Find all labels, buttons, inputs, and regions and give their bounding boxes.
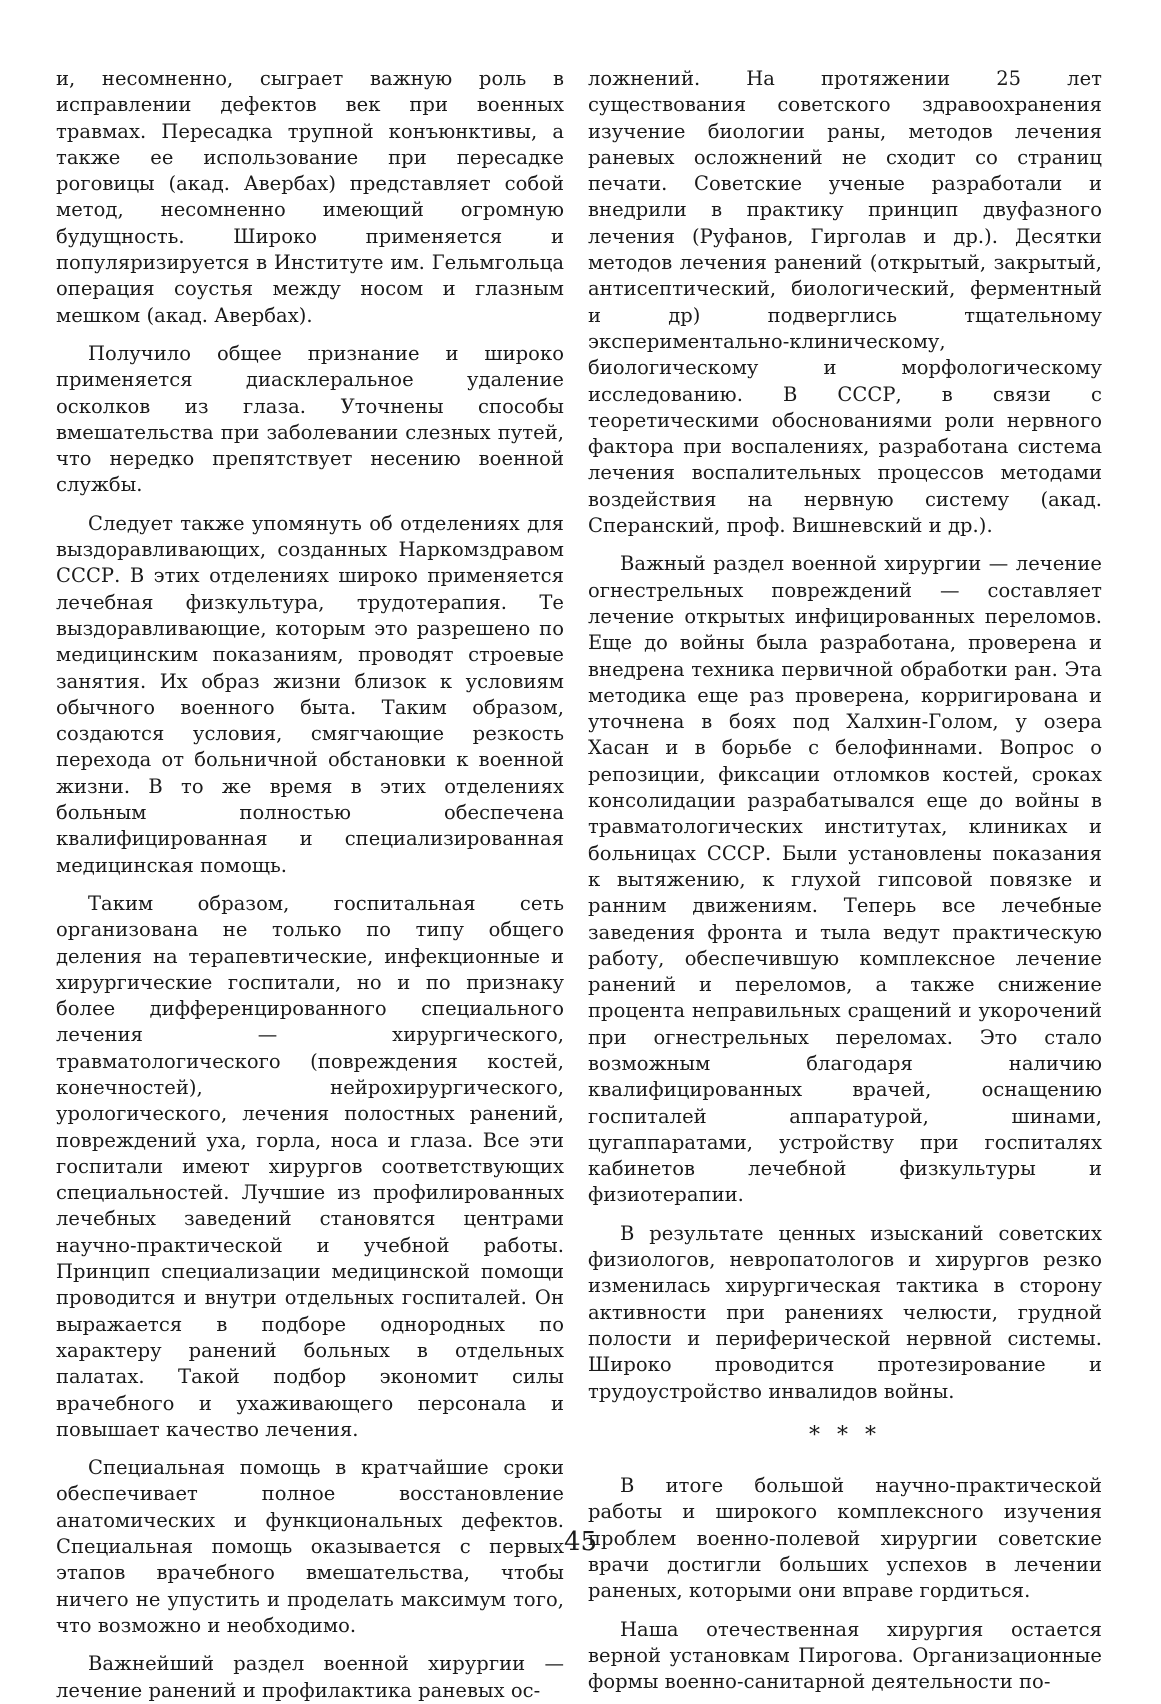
paragraph: Важный раздел военной хирургии — лечение огнестрельных повреждений — составляет лечение открытых инфицированных переломов. Еще до войны была разработана, проверена и внедрена техника первичной обработки ран. Эта методика еще раз проверена, корригирована и уточнена в боях под Халхин-Голом, у озера Хасан и в борьбе с белофиннами. Вопрос о репозиции, фиксации отломков костей, сроках консолидации разрабатывался еще до войны в травматологических институтах, клиниках и больницах СССР. Были установлены показания к вытяжению, к глухой гипсовой повязке и ранним движениям. Теперь все лечебные заведения фронта и тыла ведут практическую работу, обеспечившую комплексное лечение ранений и переломов, а также снижение процента неправильных сращений и укорочений при огнестрельных переломах. Это стало возможным благодаря наличию квалифицированных врачей, оснащению госпиталей аппаратурой, шинами, цугаппаратами, устройству при госпиталях кабинетов лечебной физкультуры и физиотерапии.: [588, 552, 1102, 1207]
paragraph: Таким образом, госпитальная сеть организована не только по типу общего деления на терапевтические, инфекционные и хирургические госпитали, но и по признаку более дифференцированного специального лечения — хирургического, травматологического (повреждения костей, конечностей), нейрохирургического, урологического, лечения полостных ранений, повреждений уха, горла, носа и глаза. Все эти госпитали имеют хирургов соответствующих специальностей. Лучшие из профилированных лечебных заведений становятся центрами научно-практической и учебной работы. Принцип специализации медицинской помощи проводится и внутри отдельных госпиталей. Он выражается в подборе однородных по характеру ранений больных в отдельных палатах. Такой подбор экономит силы врачебного и ухаживающего персонала и повышает качество лечения.: [56, 891, 564, 1441]
paragraph: Специальная помощь в кратчайшие сроки обеспечивает полное восстановление анатомических и функциональных дефектов. Специальная помощь оказывается с первых этапов врачебного вмешательства, чтобы ничего не упустить и проделать максимум того, что возможно и необходимо.: [56, 1456, 564, 1637]
paragraph: Получило общее признание и широко применяется диасклеральное удаление осколков из глаза. Уточнены способы вмешательства при заболевании слезных путей, что нередко препятствует несению военной службы.: [56, 341, 564, 497]
paragraph: В результате ценных изысканий советских физиологов, невропатологов и хирургов резко изменилась хирургическая тактика в сторону активности при ранениях челюсти, грудной полости и периферической нервной системы. Широко проводится протезирование и трудоустройство инвалидов войны.: [588, 1221, 1102, 1403]
paragraph: Наша отечественная хирургия остается верной установкам Пирогова. Организационные формы военно-санитарной деятельности по-: [588, 1617, 1102, 1694]
left-column: [56, 66, 564, 1704]
section-separator: * * *: [809, 1422, 881, 1448]
paragraph: Следует также упомянуть об отделениях для выздоравливающих, созданных Наркомздравом СССР. В этих отделениях широко применяется лечебная физкультура, трудотерапия. Те выздоравливающие, которым это разрешено по медицинским показаниям, проводят строевые занятия. Их образ жизни близок к условиям обычного военного быта. Таким образом, создаются условия, смягчающие резкость перехода от больничной обстановки к военной жизни. В то же время в этих отделениях больным полностью обеспечена квалифицированная и специализированная медицинская помощь.: [56, 511, 564, 877]
paragraph: В итоге большой научно-практической работы и широкого комплексного изучения проблем военно-полевой хирургии советские врачи достигли больших успехов в лечении раненых, которыми они вправе гордиться.: [588, 1474, 1102, 1603]
right-column: [588, 66, 1102, 1696]
paragraph: ложнений. На протяжении 25 лет существования советского здравоохранения изучение биологии раны, методов лечения раневых осложнений не сходит со страниц печати. Советские ученые разработали и внедрили в практику принцип двуфазного лечения (Руфанов, Гирголав и др.). Десятки методов лечения ранений (открытый, закрытый, антисептический, биологический, ферментный и др) подверглись тщательному экспериментально-клиническому, биологическому и морфологическому исследованию. В СССР, в связи с теоретическими обоснованиями роли нервного фактора при воспалениях, разработана система лечения воспалительных процессов методами воздействия на нервную систему (акад. Сперанский, проф. Вишневский и др.).: [588, 67, 1102, 538]
paragraph: и, несомненно, сыграет важную роль в исправлении дефектов век при военных травмах. Пересадка трупной конъюнктивы, а также ее использование при пересадке роговицы (акад. Авербах) представляет собой метод, несомненно имеющий огромную будущность. Широко применяется и популяризируется в Институте им. Гельмгольца операция соустья между носом и глазным мешком (акад. Авербах).: [56, 67, 564, 327]
paragraph: Важнейший раздел военной хирургии — лечение ранений и профилактика раневых ос-: [56, 1652, 564, 1702]
page-number: 45: [563, 1527, 598, 1557]
